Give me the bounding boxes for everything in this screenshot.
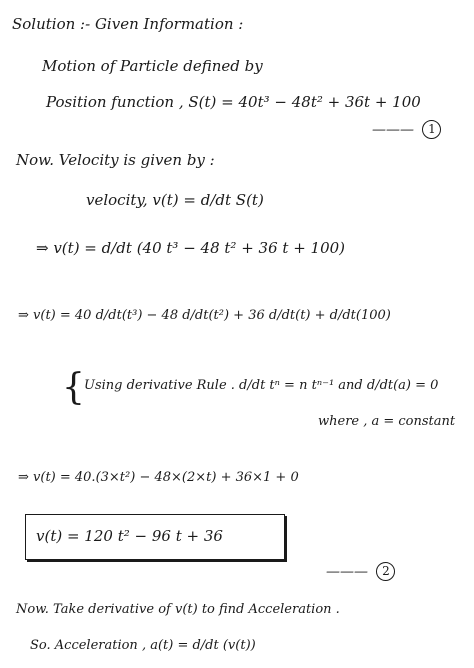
position-function-line: Position function , S(t) = 40t³ − 48t² + 36t + 100 bbox=[46, 93, 421, 111]
equation-tag-1 bbox=[372, 120, 441, 139]
velocity-result-line: v(t) = 120 t² − 96 t + 36 bbox=[36, 527, 223, 545]
tag-dash: ——— bbox=[372, 121, 414, 138]
tag-dash: ——— bbox=[326, 563, 368, 580]
solution-heading-line: Solution :- Given Information : bbox=[12, 15, 244, 33]
problem-statement-line: Motion of Particle defined by bbox=[42, 57, 263, 75]
note-brace: { bbox=[62, 367, 85, 408]
velocity-definition-line: velocity, v(t) = d/dt S(t) bbox=[86, 191, 264, 209]
equation-tag-2 bbox=[326, 562, 395, 581]
evaluated-derivative-line: ⇒ v(t) = 40.(3×t²) − 48×(2×t) + 36×1 + 0 bbox=[18, 470, 299, 485]
acceleration-intro-line: Now. Take derivative of v(t) to find Acceleration . bbox=[16, 602, 340, 617]
equation-number-2: 2 bbox=[376, 562, 395, 581]
equation-number-1: 1 bbox=[422, 120, 441, 139]
constant-note-line: where , a = constant bbox=[318, 414, 456, 429]
linearity-step-line: ⇒ v(t) = 40 d/dt(t³) − 48 d/dt(t²) + 36 d/dt(t) + d/dt(100) bbox=[18, 308, 391, 323]
derivative-rule-line: Using derivative Rule . d/dt tⁿ = n tⁿ⁻¹ and d/dt(a) = 0 bbox=[84, 378, 439, 393]
velocity-intro-line: Now. Velocity is given by : bbox=[16, 151, 215, 169]
acceleration-definition-line: So. Acceleration , a(t) = d/dt (v(t)) bbox=[30, 638, 256, 653]
velocity-substitution-line: ⇒ v(t) = d/dt (40 t³ − 48 t² + 36 t + 100) bbox=[36, 239, 346, 257]
